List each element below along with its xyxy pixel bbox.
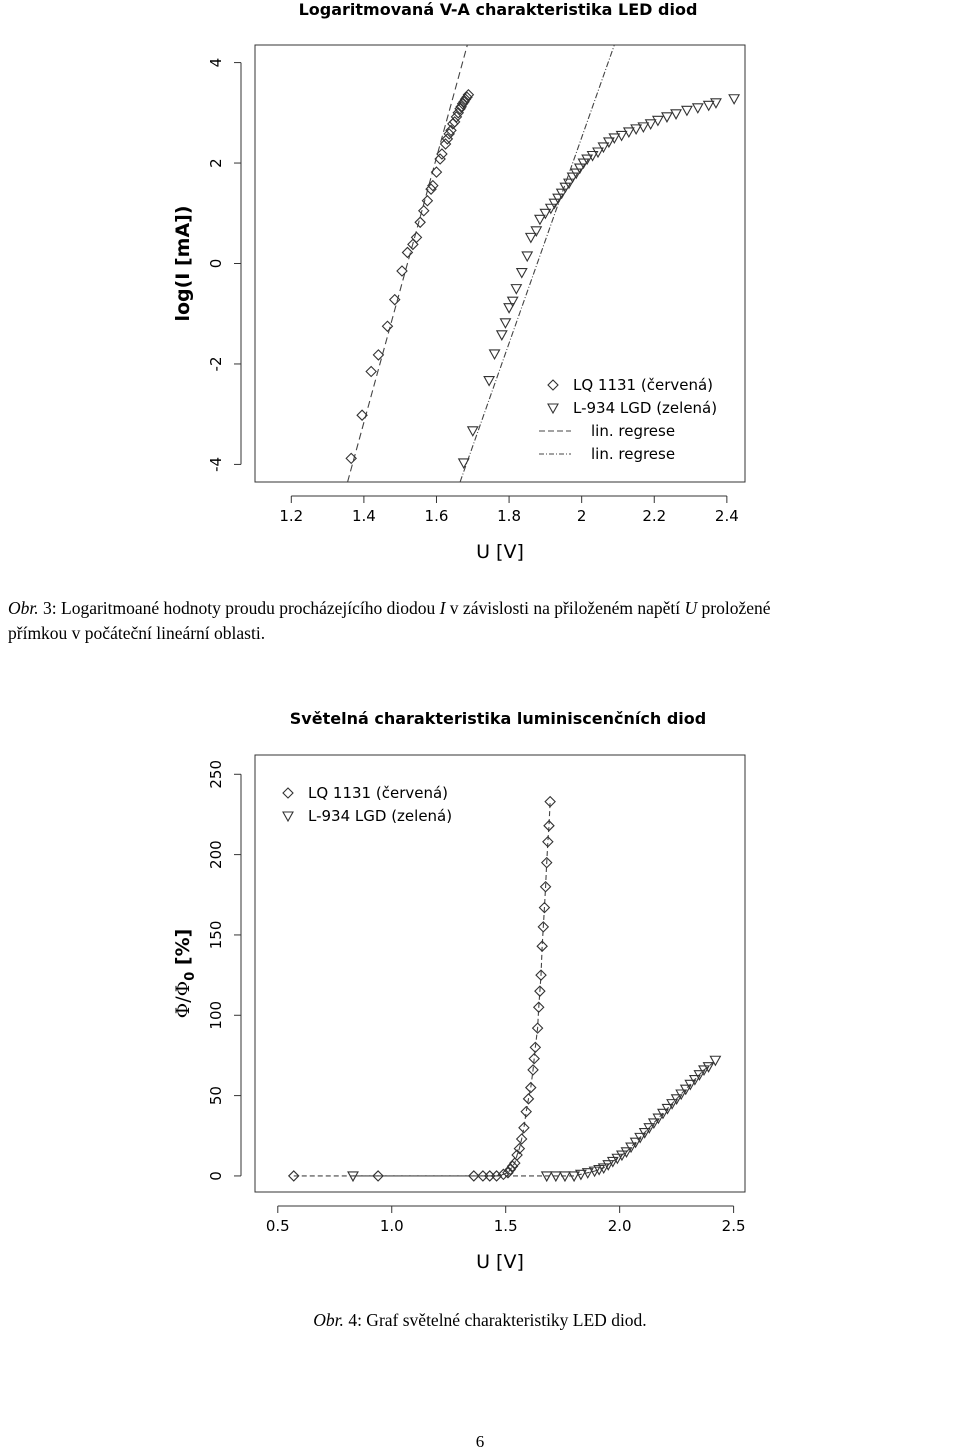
legend-label: LQ 1131 (červená) [573,376,714,394]
data-point [671,110,681,119]
x-tick-label: 1.5 [493,1217,518,1235]
legend-label: LQ 1131 (červená) [308,784,449,802]
legend-symbol [283,788,293,798]
data-point [508,297,518,306]
data-point [468,427,478,436]
legend [539,376,717,463]
y-tick-label: -4 [207,456,225,472]
data-point [662,113,672,122]
caption-text-2: v závislosti na přiloženém napětí [445,598,685,618]
data-point [511,285,521,294]
data-point [704,101,714,110]
caption-var-u: U [684,598,698,618]
luminous-chart-svg [0,700,960,1275]
y-tick-label: 0 [207,1171,225,1181]
plot-area [289,797,721,1181]
luminous-chart [0,700,960,1275]
series-1 [346,90,473,464]
x-tick-label: 1.2 [279,507,304,525]
data-point [441,139,451,149]
series-1 [289,797,555,1181]
data-point [484,377,494,386]
x-tick-label: 1.6 [424,507,449,525]
y-tick-label: 100 [207,1000,225,1030]
x-axis-label: U [V] [476,541,524,563]
caption-text: 4: Graf světelné charakteristiky LED diod. [343,1310,647,1330]
x-axis-label: U [V] [476,1251,524,1273]
caption-label: Obr. [8,598,39,618]
log-va-chart [0,0,960,575]
page-number: 6 [475,1432,485,1451]
x-tick-label: 0.5 [265,1217,290,1235]
y-axis-label: $\Phi/\Phi_0$ [%] [172,928,198,1019]
caption-text: 3: Logaritmoané hodnoty proudu procházejícího diodou [38,598,440,618]
legend-label: lin. regrese [591,445,676,463]
chart-title: Logaritmovaná V-A charakteristika LED diod [298,0,698,19]
data-point [412,232,422,242]
x-tick-label: 2.5 [721,1217,746,1235]
log-va-chart-svg [0,0,960,575]
caption-text-line2: přímkou v počáteční lineární oblasti. [8,623,266,643]
x-tick-label: 2.2 [642,507,667,525]
y-tick-label: 200 [207,840,225,869]
x-tick-label: 1.0 [379,1217,404,1235]
legend-symbol [283,812,293,821]
y-tick-label: -2 [207,356,225,372]
data-point [522,252,532,261]
data-point [402,247,412,257]
x-tick-label: 1.8 [497,507,522,525]
legend-label: L-934 LGD (zelená) [573,399,718,417]
data-point [415,217,425,227]
legend-symbol [548,380,558,390]
chart-title: Světelná charakteristika luminiscenčních diod [289,709,707,728]
data-point [397,266,407,276]
data-point [729,95,739,104]
data-point [653,116,663,125]
data-point [497,331,507,340]
y-tick-label: 2 [207,158,225,168]
legend-label: lin. regrese [591,422,676,440]
x-tick-label: 2 [576,507,587,525]
x-tick-label: 1.4 [351,507,376,525]
caption-label: Obr. [313,1310,344,1330]
y-tick-label: 150 [207,920,225,950]
legend-symbol [548,404,558,413]
y-tick-label: 50 [207,1086,225,1106]
figure-3-caption [8,596,958,646]
data-point [682,106,692,115]
data-point [531,227,541,236]
data-point [526,233,536,242]
data-point [373,350,383,360]
legend [283,784,452,825]
data-point [535,215,545,224]
data-point [366,366,376,376]
y-tick-label: 250 [207,759,225,789]
x-tick-label: 2.4 [714,507,739,525]
data-point [490,350,500,359]
data-point [517,269,527,278]
x-tick-label: 2.0 [607,1217,632,1235]
y-tick-label: 0 [207,258,225,269]
data-point [693,104,703,113]
y-axis-label: log(I [mA]) [172,205,194,322]
figure-4-caption [0,1308,960,1333]
legend-label: L-934 LGD (zelená) [308,807,453,825]
y-tick-label: 4 [207,57,225,68]
series-line-1 [294,802,550,1176]
data-point [500,319,510,328]
caption-text-3: proložené [697,598,771,618]
data-point [624,128,634,137]
caption-var-i: I [439,598,446,618]
series-2 [348,1056,720,1181]
data-point [419,206,429,216]
